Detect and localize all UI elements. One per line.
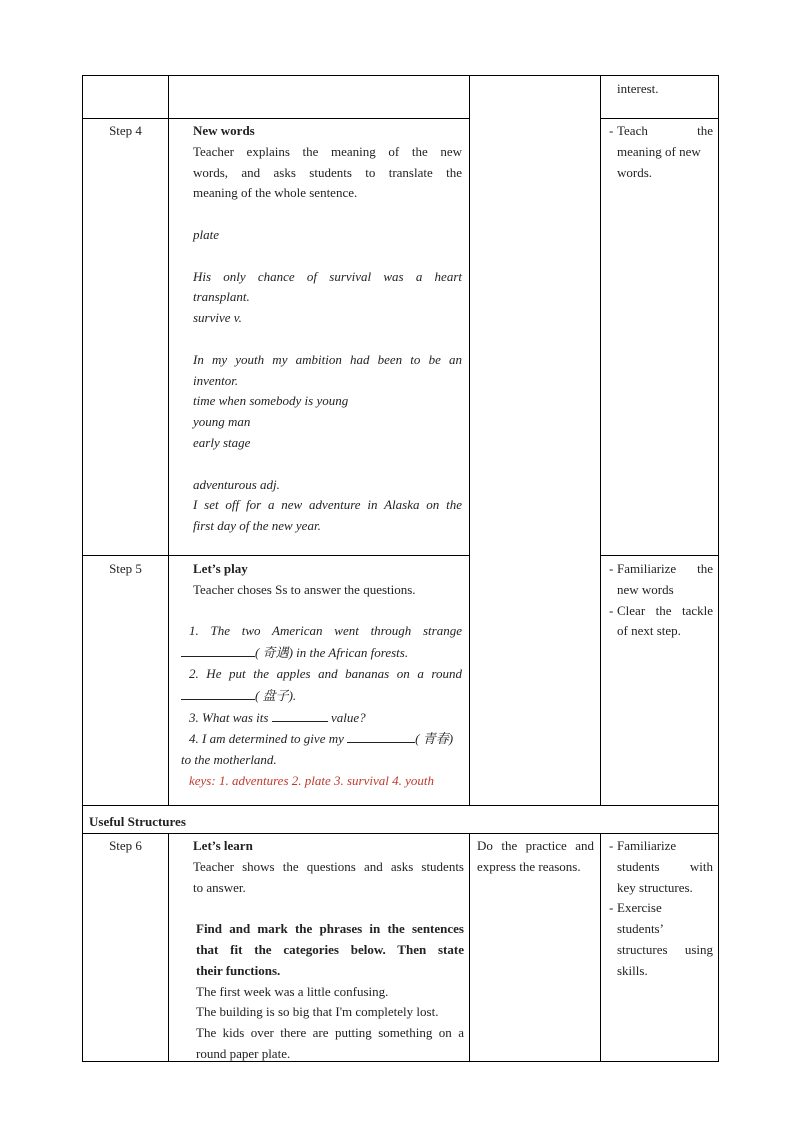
example-sentence: round paper plate. [196,1045,291,1061]
row-divider [600,555,719,556]
task-instruction: their functions. [196,962,281,978]
example-sentence: The building is so big that I'm completely lost. [196,1004,439,1020]
task-instruction: Find and mark the phrases in the sentences [196,921,464,937]
task-instruction: that fit the categories below. Then state [196,941,464,957]
answer-blank[interactable] [181,685,255,700]
aim-item: of next step. [617,623,681,639]
vocab-word: plate [193,226,219,242]
aim-item: words. [617,164,653,180]
aim-item: structures using [617,941,713,957]
meaning-item: early stage [193,434,251,450]
row-divider [82,555,469,556]
aim-item: - Familiarize the [602,559,713,580]
step6-student-activity [477,836,594,878]
section-header: Useful Structures [89,814,186,829]
step6-aims [602,836,713,982]
step6-title: Let’s learn [193,838,253,853]
aim-item: - Teach the [602,121,713,142]
aim-item: key structures. [617,879,693,895]
step5-aims [602,559,713,642]
example-sentence: In my youth my ambition had been to be an [193,351,462,367]
question-1-cont: ( 奇遇) in the African forests. [181,642,462,664]
aim-text: interest. [617,81,659,96]
example-sentence: first day of the new year. [193,518,321,534]
example-sentence: I set off for a new adventure in Alaska on the [193,497,462,513]
step4-intro-line: meaning of the whole sentence. [193,185,358,201]
aim-item: students with [617,858,713,874]
row-divider [82,833,719,834]
aim-item: meaning of new [617,143,701,159]
meaning-item: time when somebody is young [193,393,349,409]
step4-title: New words [193,123,255,138]
question-2: 2. He put the apples and bananas on a round [189,665,462,681]
step4-label: Step 4 [109,123,142,138]
table-border-top [82,75,719,76]
answer-keys: keys: 1. adventures 2. plate 3. survival 4. youth [189,772,435,788]
step6-intro-line: Teacher shows the questions and asks students [193,858,464,874]
step6-label: Step 6 [109,838,142,853]
aim-item: students’ [617,921,664,937]
step5-intro: Teacher choses Ss to answer the questions. [193,581,416,597]
answer-blank[interactable] [272,707,328,722]
column-divider [600,75,601,806]
column-divider [168,75,169,806]
question-4-cont: to the motherland. [181,752,277,768]
answer-blank[interactable] [181,642,255,657]
activity-line: Do the practice and [477,838,594,853]
aim-item: - Exercise [602,898,713,919]
question-3: 3. What was its value? [181,707,462,729]
column-divider [469,833,470,1062]
step4-intro-line: Teacher explains the meaning of the new [193,143,462,159]
meaning-item: young man [193,414,251,430]
step6-content [193,836,464,1065]
vocab-word: adventurous adj. [193,476,280,492]
table-border-right [718,75,719,1062]
step5-label: Step 5 [109,561,142,576]
column-divider [168,833,169,1062]
aim-item: skills. [617,962,648,978]
example-sentence: transplant. [193,289,250,305]
column-divider [600,833,601,1062]
question-1: 1. The two American went through strange [189,623,462,639]
aim-item: - Familiarize [602,836,713,857]
step4-intro-line: words, and asks students to translate the [193,164,462,180]
step6-intro-line: to answer. [193,879,246,895]
aim-item: - Clear the tackle [602,601,713,622]
row0-aims-cell [617,79,713,100]
example-sentence: inventor. [193,372,239,388]
step4-aims [602,121,713,183]
row-divider [600,118,719,119]
question-2-cont: ( 盘子). [181,685,462,707]
step5-content [181,559,462,792]
step5-title: Let’s play [193,561,248,576]
row-divider [82,805,719,806]
answer-blank[interactable] [347,728,415,743]
row-divider [82,118,469,119]
example-sentence: The first week was a little confusing. [196,983,389,999]
step4-content [193,121,462,537]
column-divider [469,75,470,806]
example-sentence: The kids over there are putting something on a [196,1025,464,1041]
activity-line: express the reasons. [477,858,581,874]
question-4: 4. I am determined to give my ( 青春) [181,728,462,750]
vocab-word: survive v. [193,310,242,326]
example-sentence: His only chance of survival was a heart [193,268,462,284]
aim-item: new words [617,581,674,597]
